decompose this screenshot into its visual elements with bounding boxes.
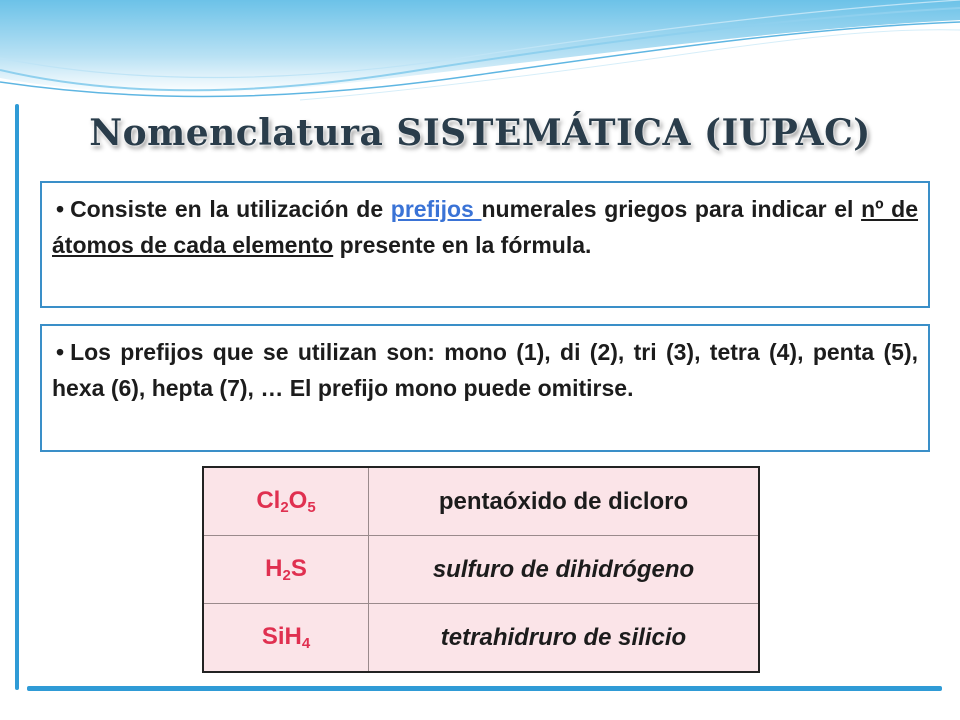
formula-symbol: H (265, 555, 283, 582)
formula-symbol: S (290, 555, 307, 582)
definition-text-middle: numerales griegos para indicar el (481, 196, 854, 222)
formula-subscript: 4 (301, 635, 311, 652)
compound-name-cell: sulfuro de dihidrógeno (369, 536, 760, 604)
bottom-accent-bar (27, 686, 942, 691)
definition-text-start: Consiste en la utilización de (70, 196, 384, 222)
formula-subscript: 2 (282, 567, 291, 584)
table-row (203, 604, 759, 673)
formula-symbol: O (288, 487, 308, 514)
compound-name-cell: pentaóxido de dicloro (369, 467, 760, 536)
definition-box (40, 181, 930, 308)
formula-subscript: 5 (307, 499, 316, 516)
compound-name-cell: tetrahidruro de silicio (369, 604, 760, 673)
definition-text-end: presente en la fórmula. (339, 232, 592, 258)
table-row (203, 467, 759, 536)
formula-cell (203, 604, 369, 673)
formula-symbol: SiH (261, 623, 302, 650)
prefixes-text: Los prefijos que se utilizan son: mono (1), di (2), tri (3), tetra (4), penta (5), hexa (6), hepta (7), … El prefijo mono puede omitirse. (52, 339, 918, 401)
formula-symbol: Cl (256, 487, 281, 514)
compounds-table (202, 466, 760, 673)
bullet-icon: • (56, 339, 65, 365)
formula-cell (203, 536, 369, 604)
left-accent-bar (15, 104, 19, 690)
slide-title: Nomenclatura SISTEMÁTICA (IUPAC) (89, 112, 871, 154)
formula-subscript: 2 (280, 499, 289, 516)
prefijos-link[interactable]: prefijos (390, 196, 482, 222)
bullet-icon: • (56, 196, 65, 222)
formula-cell (203, 467, 369, 536)
atom-count-underlined-text: nº de átomos de cada elemento (52, 196, 919, 258)
prefixes-box (40, 324, 930, 452)
table-row (203, 536, 759, 604)
